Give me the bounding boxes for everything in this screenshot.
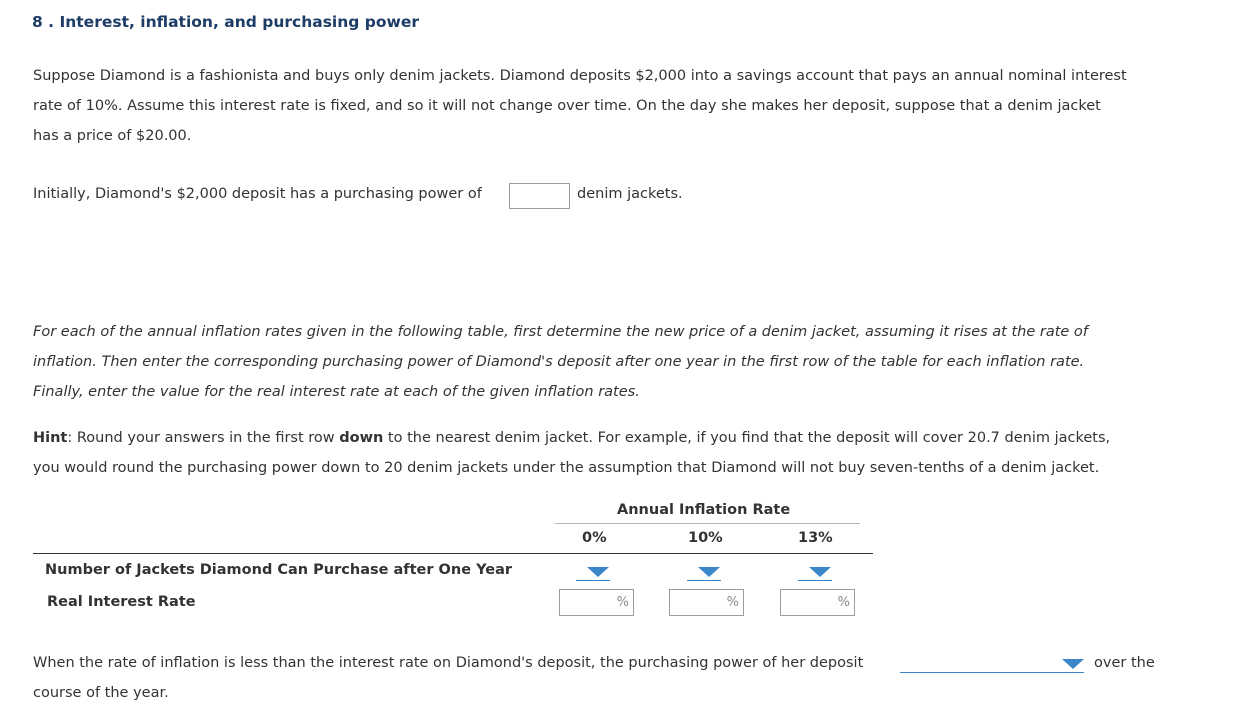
question-title: 8 . Interest, inflation, and purchasing power: [32, 13, 419, 31]
row-label-real-interest: Real Interest Rate: [47, 594, 196, 610]
percent-unit: %: [616, 595, 629, 610]
instructions-line-2: inflation. Then enter the corresponding purchasing power of Diamond's deposit after one year in the first row of the table for each inflation rate.: [33, 354, 1085, 370]
instructions-line-1: For each of the annual inflation rates given in the following table, first determine the new price of a denim jacket, assuming it rises at the rate of: [33, 324, 1088, 340]
column-header-10pct: 10%: [688, 530, 723, 546]
dropdown-caret-icon: [587, 567, 609, 577]
intro-paragraph: [33, 61, 1203, 151]
hint-text-2: to the nearest denim jacket. For example, if you find that the deposit will cover 20.7 denim jackets,: [383, 430, 1111, 446]
dropdown-caret-icon: [698, 567, 720, 577]
group-header-rule: [555, 523, 860, 524]
conclusion-line-2: course of the year.: [33, 685, 169, 701]
dropdown-caret-icon: [1062, 659, 1084, 669]
column-header-13pct: 13%: [798, 530, 833, 546]
conclusion-suffix: over the: [1094, 655, 1155, 671]
hint-text-1: : Round your answers in the first row: [67, 430, 340, 446]
real-rate-input-13pct[interactable]: [780, 589, 855, 616]
hint-emphasis: down: [339, 430, 384, 446]
dropdown-caret-icon: [809, 567, 831, 577]
row-label-jackets: Number of Jackets Diamond Can Purchase after One Year: [45, 562, 513, 578]
percent-unit: %: [837, 595, 850, 610]
real-rate-input-0pct[interactable]: [559, 589, 634, 616]
table-header-rule: [33, 553, 873, 554]
table-group-header: Annual Inflation Rate: [617, 502, 791, 518]
intro-line-2: rate of 10%. Assume this interest rate is fixed, and so it will not change over time. On the day she makes her deposit, suppose that a denim jacket: [33, 98, 1101, 114]
hint-line-1: [33, 423, 1203, 453]
instructions-line-3: Finally, enter the value for the real interest rate at each of the given inflation rates.: [33, 384, 640, 400]
hint-line-2: you would round the purchasing power down to 20 denim jackets under the assumption that Diamond will not buy seven-tenths of a denim jacket.: [33, 460, 1100, 476]
initial-purchasing-power-input[interactable]: [509, 183, 570, 209]
purchasing-power-prompt: Initially, Diamond's $2,000 deposit has a purchasing power of: [33, 186, 482, 202]
column-header-0pct: 0%: [582, 530, 607, 546]
percent-unit: %: [726, 595, 739, 610]
intro-line-1: Suppose Diamond is a fashionista and buys only denim jackets. Diamond deposits $2,000 into a savings account that pays an annual nominal interest: [33, 68, 1127, 84]
instructions-paragraph: [33, 317, 1203, 407]
purchasing-power-suffix: denim jackets.: [577, 186, 683, 202]
hint-paragraph: [33, 423, 1203, 483]
conclusion-text: When the rate of inflation is less than the interest rate on Diamond's deposit, the purchasing power of her deposit: [33, 655, 864, 671]
intro-line-3: has a price of $20.00.: [33, 128, 192, 144]
real-rate-input-10pct[interactable]: [669, 589, 744, 616]
hint-label: Hint: [33, 430, 68, 446]
